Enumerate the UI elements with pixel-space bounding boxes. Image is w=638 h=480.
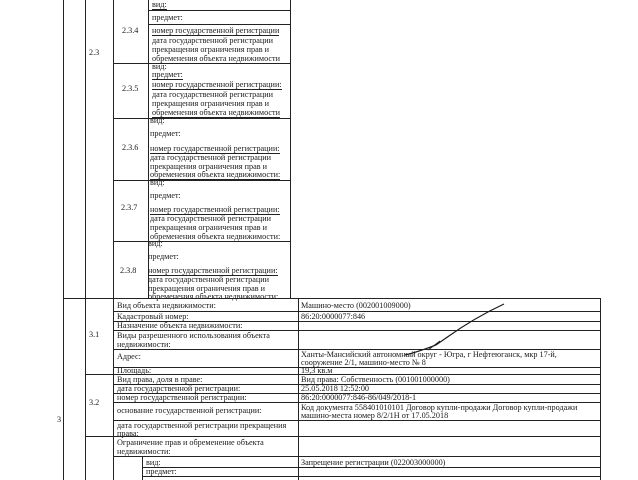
left-border xyxy=(63,0,64,480)
block-line xyxy=(113,241,290,242)
subsection-number: 2.3.8 xyxy=(120,266,137,275)
field-label-reg-number: номер государственной регистрации xyxy=(152,26,280,35)
field-label-termination-date-2: прекращения ограничения прав и xyxy=(148,284,266,293)
subsection-number: 2.3.6 xyxy=(122,143,139,152)
subsection-number: 2.3.4 xyxy=(122,26,139,35)
field-label-termination-date-2: прекращения ограничения прав и xyxy=(152,45,270,54)
field-label-termination-date-3: обременения объекта недвижимости xyxy=(152,54,280,63)
field-label-termination-date-3: обременения объекта недвижимости xyxy=(152,108,280,117)
value-registration-basis-2: машино-места номер 8/2/1Н от 17.05.2018 xyxy=(301,411,449,420)
label-object-type: Вид объекта недвижимости: xyxy=(117,301,216,310)
label-registration-date: дата государственной регистрации: xyxy=(117,384,241,393)
value-cadastral-number: 86:20:0000077:846 xyxy=(301,312,366,321)
label-restriction-subject: предмет: xyxy=(146,467,177,476)
label-purpose: Назначение объекта недвижимости: xyxy=(117,321,243,330)
block-line xyxy=(113,63,290,64)
label-termination-date-2: права: xyxy=(117,429,139,438)
section-number-3: 3 xyxy=(57,415,62,424)
field-label-termination-date-2: прекращения ограничения прав и xyxy=(152,99,270,108)
field-label-termination-date-3: обременения объекта недвижимости: xyxy=(148,292,279,301)
section-number-2-3: 2.3 xyxy=(89,48,100,57)
field-label-predmet: предмет: xyxy=(148,252,179,261)
field-label-termination-date: дата государственной регистрации xyxy=(152,90,273,99)
value-address-2: сооружение 2/1, машино-место № 8 xyxy=(301,358,426,367)
label-restrictions: Ограничение прав и обременение объекта xyxy=(117,438,264,447)
label-restrictions-2: недвижимости: xyxy=(117,447,171,456)
label-permitted-use-2: недвижимости: xyxy=(117,340,171,349)
subsection-number: 2.3.5 xyxy=(122,84,139,93)
field-label-termination-date: дата государственной регистрации xyxy=(148,275,269,284)
field-label-reg-number: номер государственной регистрации: xyxy=(150,205,280,214)
field-label-termination-date-3: обременения объекта недвижимости: xyxy=(150,170,281,179)
value-right-type: Вид права: Собственность (001001000000) xyxy=(301,375,450,384)
field-label-reg-number: номер государственной регистрации: xyxy=(148,266,278,275)
label-termination-date: дата государственной регистрации прекращения xyxy=(117,421,287,430)
col-divider-4 xyxy=(290,0,291,298)
value-col-divider xyxy=(298,298,299,480)
label-restriction-type: вид: xyxy=(146,458,161,467)
right-border xyxy=(600,298,601,480)
field-label-vid: вид: xyxy=(148,239,163,248)
label-cadastral-number: Кадастровый номер: xyxy=(117,312,189,321)
label-registration-basis: основание государственной регистрации: xyxy=(117,406,262,415)
label-permitted-use: Виды разрешенного использования объекта xyxy=(117,331,270,340)
field-label-predmet: предмет: xyxy=(150,191,181,200)
value-address: Ханты-Мансийский автономный округ - Югра, г Нефтеюганск, мкр 17-й, xyxy=(301,350,557,359)
field-label-termination-date-2: прекращения ограничения прав и xyxy=(150,162,268,171)
subsection-number: 2.3.7 xyxy=(121,203,138,212)
value-restriction-type: Запрещение регистрации (022003000000) xyxy=(301,458,446,467)
field-label-vid: вид: xyxy=(150,178,165,187)
field-label-termination-date: дата государственной регистрации xyxy=(150,153,271,162)
col-divider-2 xyxy=(113,0,114,298)
handwritten-mark xyxy=(400,300,510,362)
label-address: Адрес: xyxy=(117,352,141,361)
section-3-top-line xyxy=(63,298,600,299)
field-label-termination-date-3: обременения объекта недвижимости: xyxy=(150,232,281,241)
value-registration-number: 86:20:0000077:846-86/049/2018-1 xyxy=(301,393,417,402)
row-line xyxy=(148,24,290,25)
value-area: 19,3 кв.м xyxy=(301,366,333,375)
section-3-2-bottom-line xyxy=(85,436,600,437)
field-label-vid-top: вид: xyxy=(152,0,167,9)
section-number-3-1: 3.1 xyxy=(89,330,100,339)
label-registration-number: номер государственной регистрации: xyxy=(117,393,247,402)
row-line xyxy=(148,10,290,11)
row-line xyxy=(113,367,600,368)
row-line xyxy=(142,467,600,468)
field-label-vid: вид: xyxy=(152,62,167,71)
field-label-termination-date-2: прекращения ограничения прав и xyxy=(150,223,268,232)
value-registration-basis: Код документа 558401010101 Договор купли-продажи Договор купли-продажи xyxy=(301,403,578,412)
label-right-type: Вид права, доля в праве: xyxy=(117,375,203,384)
label-area: Площадь: xyxy=(117,366,152,375)
block-line xyxy=(113,118,290,119)
value-object-type: Машино-место (002001009000) xyxy=(301,301,411,310)
col-divider-2b xyxy=(113,298,114,480)
field-label-predmet: предмет: xyxy=(152,70,183,79)
field-label-vid: вид: xyxy=(150,116,165,125)
field-label-reg-number: номер государственной регистрации: xyxy=(152,80,282,89)
row-line xyxy=(113,456,600,457)
field-label-predmet: предмет: xyxy=(152,13,183,22)
col-divider-1 xyxy=(85,0,86,480)
section-number-3-2: 3.2 xyxy=(89,398,100,407)
field-label-reg-number: номер государственной регистрации: xyxy=(150,144,280,153)
row-line xyxy=(142,476,600,477)
field-label-termination-date: дата государственной регистрации xyxy=(152,36,273,45)
block-line xyxy=(113,180,290,181)
field-label-predmet: предмет: xyxy=(150,129,181,138)
field-label-termination-date: дата государственной регистрации xyxy=(150,214,271,223)
value-registration-date: 25.05.2018 12:52:00 xyxy=(301,384,370,393)
